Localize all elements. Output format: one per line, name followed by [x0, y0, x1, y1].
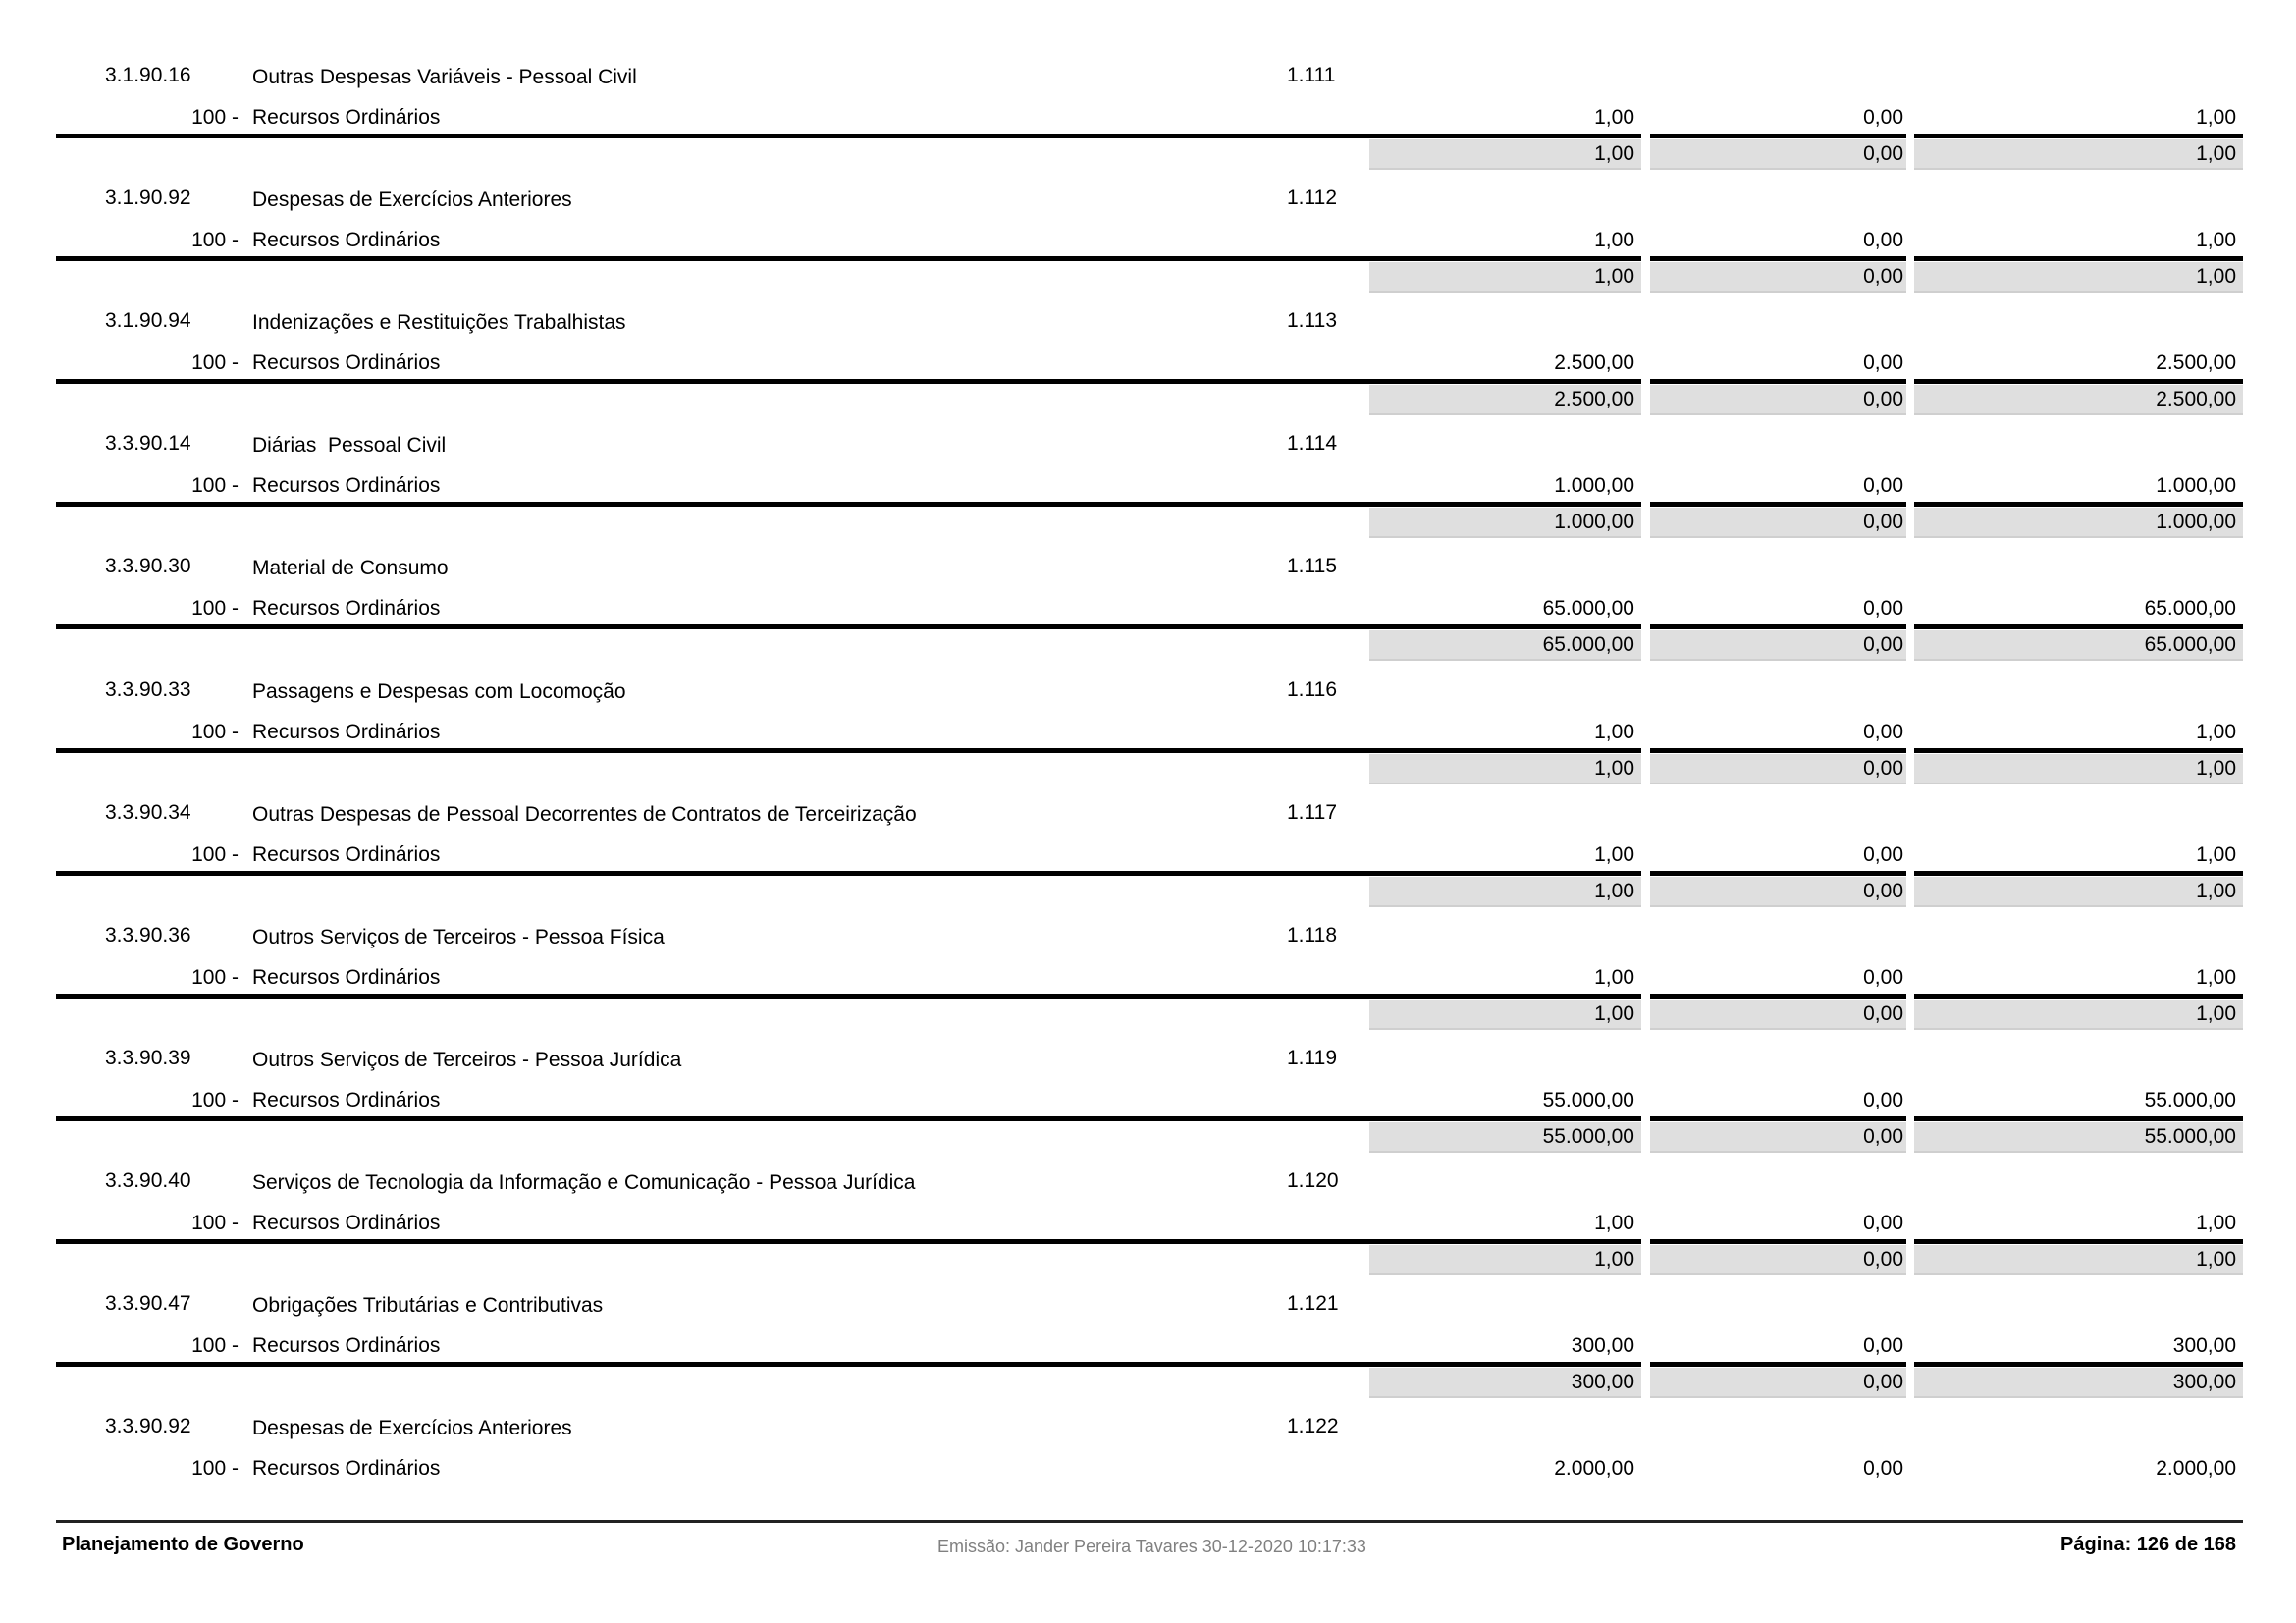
value-column-1: 300,00	[1571, 1334, 1634, 1357]
value-column-2: 0,00	[1863, 352, 1903, 375]
resource-source-name: Recursos Ordinários	[252, 597, 441, 621]
separator-segment	[56, 1362, 1641, 1367]
resource-source-code: 100 -	[191, 597, 239, 621]
value-column-1: 55.000,00	[1542, 1088, 1634, 1111]
separator-segment	[1650, 379, 1906, 384]
resource-source-name: Recursos Ordinários	[252, 352, 441, 375]
value-column-1: 1,00	[1594, 1211, 1634, 1234]
footer-emission-info: Emissão: Jander Pereira Tavares 30-12-2020 10:17:33	[937, 1537, 1366, 1556]
expense-block	[0, 64, 2296, 187]
subtotal-column-2: 0,00	[1650, 508, 1906, 538]
expense-block	[0, 1047, 2296, 1169]
resource-source-code: 100 -	[191, 1211, 239, 1234]
value-column-2: 0,00	[1863, 106, 1903, 129]
value-column-3: 1,00	[2196, 965, 2236, 989]
separator-segment	[1914, 134, 2243, 138]
subtotal-column-1: 1,00	[1369, 262, 1641, 293]
resource-source-name: Recursos Ordinários	[252, 1211, 441, 1234]
expense-code: 3.3.90.30	[105, 555, 191, 578]
expense-ref-number: 1.114	[1287, 432, 1337, 456]
expense-block	[0, 678, 2296, 801]
subtotal-column-3: 2.500,00	[1914, 385, 2243, 415]
subtotal-column-3: 1,00	[1914, 139, 2243, 170]
separator-segment	[1914, 256, 2243, 261]
expense-block	[0, 187, 2296, 309]
separator-segment	[56, 1239, 1641, 1244]
resource-source-name: Recursos Ordinários	[252, 106, 441, 129]
separator-segment	[56, 748, 1641, 753]
separator-segment	[1650, 624, 1906, 629]
value-column-1: 1,00	[1594, 229, 1634, 252]
expense-ref-number: 1.118	[1287, 923, 1337, 947]
expense-code: 3.3.90.92	[105, 1415, 191, 1438]
expense-description: Outras Despesas de Pessoal Decorrentes de Contratos de Terceirização	[252, 802, 917, 826]
subtotal-column-1: 2.500,00	[1369, 385, 1641, 415]
value-column-3: 300,00	[2172, 1334, 2236, 1357]
expense-block	[0, 1292, 2296, 1415]
resource-source-code: 100 -	[191, 1088, 239, 1111]
subtotal-column-3: 1,00	[1914, 1245, 2243, 1275]
subtotal-column-1: 1,00	[1369, 1000, 1641, 1030]
expense-description: Outras Despesas Variáveis - Pessoal Civil	[252, 66, 637, 88]
expense-description: Diárias Pessoal Civil	[252, 434, 447, 458]
separator-segment	[1914, 871, 2243, 876]
subtotal-column-1: 1.000,00	[1369, 508, 1641, 538]
value-column-3: 1,00	[2196, 842, 2236, 866]
separator-segment	[1914, 1239, 2243, 1244]
separator-segment	[56, 871, 1641, 876]
expense-ref-number: 1.119	[1287, 1046, 1337, 1069]
expense-code: 3.1.90.16	[105, 64, 191, 86]
expense-description: Serviços de Tecnologia da Informação e Comunicação - Pessoa Jurídica	[252, 1170, 916, 1194]
resource-source-name: Recursos Ordinários	[252, 474, 441, 498]
expense-description: Outros Serviços de Terceiros - Pessoa Física	[252, 925, 665, 948]
separator-segment	[1650, 1362, 1906, 1367]
expense-code: 3.3.90.33	[105, 677, 191, 701]
separator-segment	[1650, 502, 1906, 507]
resource-source-name: Recursos Ordinários	[252, 842, 441, 866]
expense-description: Indenizações e Restituições Trabalhistas	[252, 311, 626, 335]
subtotal-column-1: 300,00	[1369, 1368, 1641, 1398]
value-column-1: 2.500,00	[1554, 352, 1634, 375]
subtotal-column-2: 0,00	[1650, 139, 1906, 170]
subtotal-column-2: 0,00	[1650, 262, 1906, 293]
expense-block	[0, 1169, 2296, 1292]
separator-segment	[1914, 1116, 2243, 1121]
value-column-3: 1,00	[2196, 106, 2236, 129]
separator-segment	[1650, 994, 1906, 999]
expense-description: Despesas de Exercícios Anteriores	[252, 1417, 572, 1440]
expense-code: 3.3.90.39	[105, 1046, 191, 1069]
separator-segment	[1650, 256, 1906, 261]
subtotal-column-3: 65.000,00	[1914, 630, 2243, 661]
separator-segment	[1650, 134, 1906, 138]
subtotal-column-3: 55.000,00	[1914, 1122, 2243, 1153]
expense-code: 3.3.90.14	[105, 432, 191, 456]
resource-source-name: Recursos Ordinários	[252, 720, 441, 743]
expense-code: 3.1.90.94	[105, 309, 191, 333]
resource-source-code: 100 -	[191, 965, 239, 989]
subtotal-column-2: 0,00	[1650, 754, 1906, 784]
separator-segment	[1650, 871, 1906, 876]
expense-description: Material de Consumo	[252, 557, 449, 580]
expense-ref-number: 1.113	[1287, 309, 1337, 333]
value-column-3: 55.000,00	[2144, 1088, 2236, 1111]
expense-code: 3.3.90.47	[105, 1292, 191, 1315]
resource-source-code: 100 -	[191, 229, 239, 252]
value-column-2: 0,00	[1863, 1088, 1903, 1111]
value-column-2: 0,00	[1863, 597, 1903, 621]
value-column-2: 0,00	[1863, 842, 1903, 866]
resource-source-code: 100 -	[191, 106, 239, 129]
resource-source-code: 100 -	[191, 1457, 239, 1481]
resource-source-code: 100 -	[191, 474, 239, 498]
expense-ref-number: 1.120	[1287, 1168, 1339, 1192]
value-column-2: 0,00	[1863, 1211, 1903, 1234]
subtotal-column-1: 55.000,00	[1369, 1122, 1641, 1153]
resource-source-name: Recursos Ordinários	[252, 1088, 441, 1111]
separator-segment	[56, 1116, 1641, 1121]
subtotal-column-1: 1,00	[1369, 139, 1641, 170]
expense-ref-number: 1.116	[1287, 677, 1337, 701]
value-column-3: 2.000,00	[2156, 1457, 2236, 1481]
resource-source-code: 100 -	[191, 720, 239, 743]
separator-segment	[1914, 748, 2243, 753]
subtotal-column-1: 1,00	[1369, 877, 1641, 907]
separator-segment	[56, 379, 1641, 384]
subtotal-column-2: 0,00	[1650, 1245, 1906, 1275]
resource-source-code: 100 -	[191, 1334, 239, 1357]
value-column-3: 1.000,00	[2156, 474, 2236, 498]
value-column-3: 1,00	[2196, 720, 2236, 743]
footer-divider-line	[56, 1520, 2243, 1523]
separator-segment	[56, 134, 1641, 138]
resource-source-code: 100 -	[191, 842, 239, 866]
expense-block	[0, 555, 2296, 677]
expense-ref-number: 1.111	[1287, 64, 1336, 86]
subtotal-column-2: 0,00	[1650, 385, 1906, 415]
value-column-1: 1,00	[1594, 720, 1634, 743]
subtotal-column-1: 65.000,00	[1369, 630, 1641, 661]
value-column-2: 0,00	[1863, 229, 1903, 252]
value-column-1: 1,00	[1594, 842, 1634, 866]
value-column-2: 0,00	[1863, 720, 1903, 743]
separator-segment	[1914, 379, 2243, 384]
resource-source-code: 100 -	[191, 352, 239, 375]
separator-segment	[1650, 1116, 1906, 1121]
value-column-2: 0,00	[1863, 1334, 1903, 1357]
expense-description: Outros Serviços de Terceiros - Pessoa Jurídica	[252, 1048, 682, 1071]
value-column-1: 2.000,00	[1554, 1457, 1634, 1481]
separator-segment	[1914, 1362, 2243, 1367]
subtotal-column-2: 0,00	[1650, 1122, 1906, 1153]
expense-block	[0, 924, 2296, 1047]
expense-code: 3.3.90.40	[105, 1168, 191, 1192]
separator-segment	[56, 502, 1641, 507]
expense-block	[0, 309, 2296, 432]
expense-ref-number: 1.115	[1287, 555, 1337, 578]
subtotal-column-2: 0,00	[1650, 630, 1906, 661]
value-column-1: 65.000,00	[1542, 597, 1634, 621]
subtotal-column-2: 0,00	[1650, 1368, 1906, 1398]
value-column-1: 1,00	[1594, 965, 1634, 989]
expense-ref-number: 1.121	[1287, 1292, 1339, 1315]
expense-code: 3.3.90.36	[105, 923, 191, 947]
subtotal-column-1: 1,00	[1369, 754, 1641, 784]
value-column-3: 65.000,00	[2144, 597, 2236, 621]
subtotal-column-3: 1,00	[1914, 262, 2243, 293]
separator-segment	[1914, 994, 2243, 999]
resource-source-name: Recursos Ordinários	[252, 965, 441, 989]
separator-segment	[1914, 502, 2243, 507]
subtotal-column-2: 0,00	[1650, 1000, 1906, 1030]
subtotal-column-2: 0,00	[1650, 877, 1906, 907]
expense-ref-number: 1.112	[1287, 187, 1337, 210]
subtotal-column-3: 1,00	[1914, 754, 2243, 784]
value-column-3: 1,00	[2196, 1211, 2236, 1234]
value-column-3: 1,00	[2196, 229, 2236, 252]
subtotal-column-1: 1,00	[1369, 1245, 1641, 1275]
footer-report-title: Planejamento de Governo	[62, 1534, 304, 1555]
expense-description: Despesas de Exercícios Anteriores	[252, 189, 572, 212]
resource-source-name: Recursos Ordinários	[252, 229, 441, 252]
expense-block	[0, 432, 2296, 555]
separator-segment	[56, 624, 1641, 629]
resource-source-name: Recursos Ordinários	[252, 1334, 441, 1357]
resource-source-name: Recursos Ordinários	[252, 1457, 441, 1481]
subtotal-column-3: 1.000,00	[1914, 508, 2243, 538]
separator-segment	[1650, 748, 1906, 753]
separator-segment	[1914, 624, 2243, 629]
value-column-2: 0,00	[1863, 1457, 1903, 1481]
value-column-1: 1,00	[1594, 106, 1634, 129]
expense-code: 3.1.90.92	[105, 187, 191, 210]
separator-segment	[56, 256, 1641, 261]
value-column-2: 0,00	[1863, 474, 1903, 498]
expense-block	[0, 801, 2296, 924]
value-column-3: 2.500,00	[2156, 352, 2236, 375]
subtotal-column-3: 1,00	[1914, 1000, 2243, 1030]
separator-segment	[1650, 1239, 1906, 1244]
expense-description: Obrigações Tributárias e Contributivas	[252, 1294, 604, 1317]
footer-page-number: Página: 126 de 168	[2060, 1534, 2236, 1555]
value-column-2: 0,00	[1863, 965, 1903, 989]
expense-description: Passagens e Despesas com Locomoção	[252, 679, 626, 703]
expense-ref-number: 1.122	[1287, 1415, 1339, 1438]
separator-segment	[56, 994, 1641, 999]
value-column-1: 1.000,00	[1554, 474, 1634, 498]
subtotal-column-3: 300,00	[1914, 1368, 2243, 1398]
expense-ref-number: 1.117	[1287, 800, 1337, 824]
expense-code: 3.3.90.34	[105, 800, 191, 824]
subtotal-column-3: 1,00	[1914, 877, 2243, 907]
